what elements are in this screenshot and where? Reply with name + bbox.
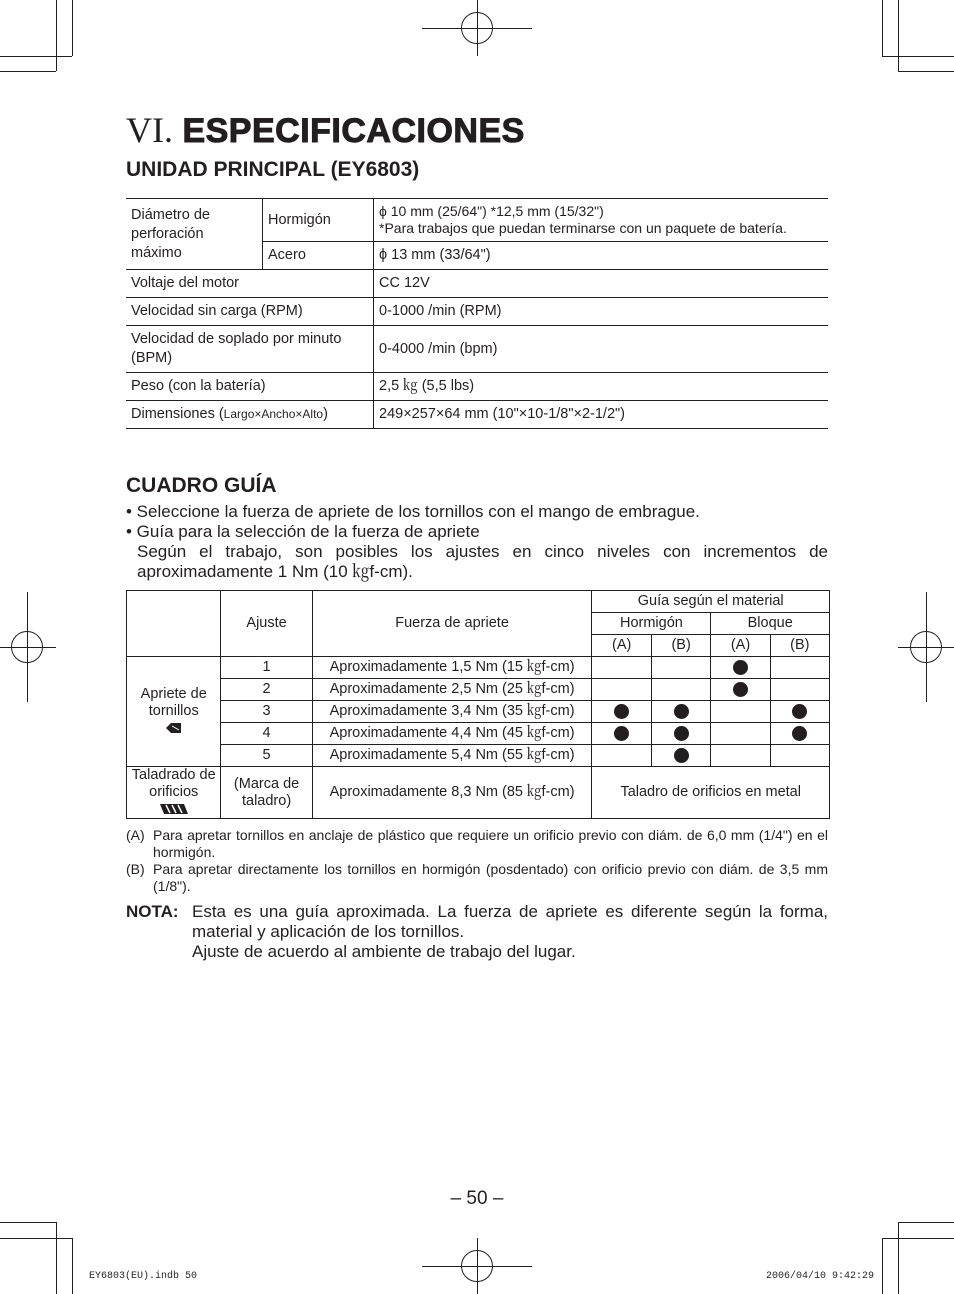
bullet-2-text: Según el trabajo, son posibles los ajustes en cinco niveles con incrementos de aproximadamente 1 Nm (10 ㎏f-cm). [137, 542, 828, 581]
page-number: – 50 – [450, 1188, 504, 1209]
fuerza-4: Aproximadamente 4,4 Nm (45 ㎏f-cm) [312, 723, 592, 745]
velocidad-label: Velocidad sin carga (RPM) [126, 298, 374, 326]
cell-5-a2 [711, 745, 770, 767]
diam-label: Diámetro de perforación máximo [126, 199, 263, 270]
dot-marker [674, 726, 689, 741]
bullet-2: • Guía para la selección de la fuerza de apriete [126, 522, 480, 541]
nota-label: NOTA: [126, 902, 179, 921]
header-a2: (A) [711, 635, 770, 657]
fuerza-3: Aproximadamente 3,4 Nm (35 ㎏f-cm) [312, 701, 592, 723]
cell-4-a1 [592, 723, 651, 745]
footer-file: EY6803(EU).indb 50 [89, 1271, 198, 1282]
guide-table [126, 590, 830, 819]
header-hormigon: Hormigón [592, 613, 711, 635]
header-ajuste: Ajuste [221, 591, 312, 657]
page-title [126, 110, 525, 151]
header-b2: (B) [770, 635, 829, 657]
guide-heading: CUADRO GUÍA [126, 474, 277, 497]
dim-value: 249×257×64 mm (10"×10-1/8"×2-1/2") [374, 401, 829, 429]
dim-label-small: Largo×Ancho×Alto [223, 407, 324, 421]
soplado-label: Velocidad de soplado por minuto (BPM) [126, 326, 374, 373]
header-guia: Guía según el material [592, 591, 830, 613]
fuerza-2: Aproximadamente 2,5 Nm (25 ㎏f-cm) [312, 679, 592, 701]
cell-5-a1 [592, 745, 651, 767]
dot-marker [674, 704, 689, 719]
footnote-a-text: Para apretar tornillos en anclaje de plástico que requiere un orificio previo con diám. de 6,0 mm (1/4") en el hormigón. [153, 827, 828, 860]
cell-2-a1 [592, 679, 651, 701]
dot-marker [674, 748, 689, 763]
fuerza-1: Aproximadamente 1,5 Nm (15 ㎏f-cm) [312, 657, 592, 679]
dot-marker [614, 726, 629, 741]
hormigon-value [374, 199, 829, 242]
guide-bullets [126, 502, 828, 582]
cell-3-a1 [592, 701, 651, 723]
nota-text [192, 902, 828, 962]
dot-marker [614, 704, 629, 719]
taladrado-guia: Taladro de orificios en metal [592, 767, 830, 819]
cell-4-b2 [770, 723, 829, 745]
dim-label-text: Dimensiones ( [131, 406, 224, 422]
ajuste-2: 2 [221, 679, 312, 701]
corner-cell [127, 591, 221, 657]
fuerza-5: Aproximadamente 5,4 Nm (55 ㎏f-cm) [312, 745, 592, 767]
footnote-b-label: (B) [126, 861, 145, 877]
drill-icon [160, 804, 188, 814]
footnote-a [126, 827, 828, 861]
taladrado-label: Taladrado de orificios [131, 767, 216, 800]
peso-label: Peso (con la batería) [126, 373, 374, 401]
cell-1-b1 [651, 657, 710, 679]
ajuste-4: 4 [221, 723, 312, 745]
dot-marker [733, 660, 748, 675]
cell-1-a1 [592, 657, 651, 679]
section-number: VI. [126, 110, 173, 150]
acero-label: Acero [263, 242, 374, 270]
soplado-value: 0-4000 /min (bpm) [374, 326, 829, 373]
footnotes [126, 827, 828, 895]
nota-block [126, 902, 828, 962]
header-bloque: Bloque [711, 613, 830, 635]
taladrado-fuerza: Aproximadamente 8,3 Nm (85 ㎏f-cm) [312, 767, 592, 819]
footnote-b [126, 861, 828, 895]
header-b1: (B) [651, 635, 710, 657]
cell-2-a2 [711, 679, 770, 701]
cell-4-a2 [711, 723, 770, 745]
hormigon-label: Hormigón [263, 199, 374, 242]
cell-2-b2 [770, 679, 829, 701]
ajuste-3: 3 [221, 701, 312, 723]
dot-marker [792, 704, 807, 719]
cell-1-a2 [711, 657, 770, 679]
voltaje-label: Voltaje del motor [126, 270, 374, 298]
ajuste-5: 5 [221, 745, 312, 767]
taladrado-cell [127, 767, 221, 819]
dim-label [126, 401, 374, 429]
dim-label-end: ) [323, 406, 328, 422]
header-fuerza: Fuerza de apriete [312, 591, 592, 657]
bullet-1: • Seleccione la fuerza de apriete de los tornillos con el mango de embrague. [126, 502, 700, 521]
spec-heading: UNIDAD PRINCIPAL (EY6803) [126, 158, 420, 181]
hormigon-value-line1: ϕ 10 mm (25/64") *12,5 mm (15/32") [379, 203, 604, 219]
velocidad-value: 0-1000 /min (RPM) [374, 298, 829, 326]
peso-value: 2,5 ㎏ (5,5 lbs) [374, 373, 829, 401]
acero-value: ϕ 13 mm (33/64") [374, 242, 829, 270]
cell-5-b2 [770, 745, 829, 767]
footer-timestamp: 2006/04/10 9:42:29 [766, 1271, 875, 1282]
apriete-cell [127, 657, 221, 767]
marca-taladro: (Marca de taladro) [221, 767, 312, 819]
hormigon-value-line2: *Para trabajos que puedan terminarse con un paquete de batería. [379, 220, 787, 236]
dot-marker [733, 682, 748, 697]
footnote-a-label: (A) [126, 827, 145, 843]
spec-table [126, 198, 828, 429]
cell-5-b1 [651, 745, 710, 767]
nota-text-1: Esta es una guía aproximada. La fuerza de apriete es diferente según la forma, material y aplicación de los tornillos. [192, 902, 828, 941]
footnote-b-text: Para apretar directamente los tornillos en hormigón (posdentado) con orificio previo con diám. de 3,5 mm (1/8"). [153, 861, 828, 894]
cell-4-b1 [651, 723, 710, 745]
cell-1-b2 [770, 657, 829, 679]
cell-2-b1 [651, 679, 710, 701]
cell-3-b1 [651, 701, 710, 723]
apriete-label: Apriete de tornillos [140, 686, 207, 719]
cell-3-a2 [711, 701, 770, 723]
header-a1: (A) [592, 635, 651, 657]
section-title: ESPECIFICACIONES [182, 112, 525, 150]
screw-icon [166, 723, 182, 733]
ajuste-1: 1 [221, 657, 312, 679]
cell-3-b2 [770, 701, 829, 723]
nota-text-2: Ajuste de acuerdo al ambiente de trabajo del lugar. [192, 942, 576, 961]
dot-marker [792, 726, 807, 741]
voltaje-value: CC 12V [374, 270, 829, 298]
